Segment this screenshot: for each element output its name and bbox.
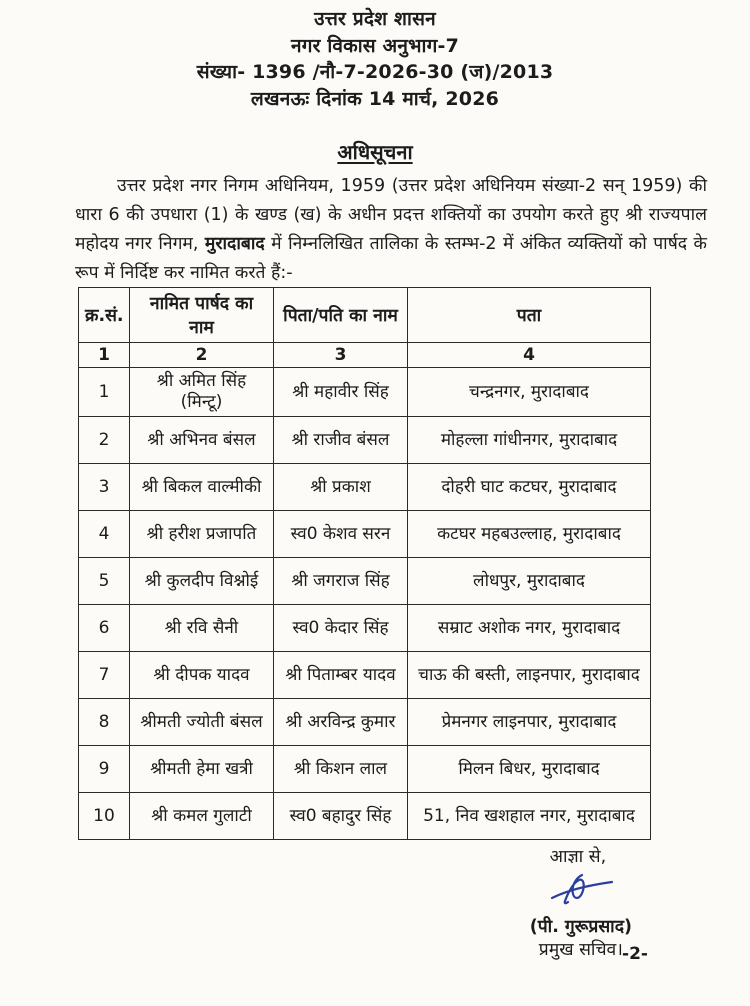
department-section: नगर विकास अनुभाग-7 xyxy=(290,34,460,57)
city-name-bold: मुरादाबाद xyxy=(204,234,265,254)
table-row xyxy=(79,417,651,464)
column-number-2: 2 xyxy=(130,343,274,368)
signatory-designation: प्रमुख सचिव। xyxy=(538,940,623,960)
address-cell: लोधपुर, मुरादाबाद xyxy=(408,558,651,605)
serial-number-cell: 2 xyxy=(79,417,130,464)
address-cell: कटघर महबउल्लाह, मुरादाबाद xyxy=(408,511,651,558)
header-address: पता xyxy=(408,288,651,343)
by-order-text: आज्ञा से, xyxy=(549,847,607,867)
father-husband-name-cell: श्री राजीव बंसल xyxy=(274,417,408,464)
serial-number-cell: 6 xyxy=(79,605,130,652)
father-husband-name-cell: श्री पिताम्बर यादव xyxy=(274,652,408,699)
serial-number-cell: 4 xyxy=(79,511,130,558)
table-row xyxy=(79,652,651,699)
councillor-name-cell: श्री अभिनव बंसल xyxy=(130,417,274,464)
serial-number-cell: 1 xyxy=(79,368,130,417)
father-husband-name-cell: स्व0 केदार सिंह xyxy=(274,605,408,652)
address-cell: मिलन बिधर, मुरादाबाद xyxy=(408,746,651,793)
serial-number-cell: 3 xyxy=(79,464,130,511)
councillor-name-cell: श्रीमती ज्योती बंसल xyxy=(130,699,274,746)
serial-number-cell: 9 xyxy=(79,746,130,793)
councillor-name-cell: श्री कुलदीप विश्नोई xyxy=(130,558,274,605)
table-row xyxy=(79,605,651,652)
father-husband-name-cell: श्री महावीर सिंह xyxy=(274,368,408,417)
government-name: उत्तर प्रदेश शासन xyxy=(314,8,436,30)
address-cell: प्रेमनगर लाइनपार, मुरादाबाद xyxy=(408,699,651,746)
serial-number-cell: 5 xyxy=(79,558,130,605)
column-number-4: 4 xyxy=(408,343,651,368)
table-row xyxy=(79,746,651,793)
address-cell: दोहरी घाट कटघर, मुरादाबाद xyxy=(408,464,651,511)
councillor-name-cell: श्री बिकल वाल्मीकी xyxy=(130,464,274,511)
signature-block xyxy=(530,846,632,962)
address-cell: सम्राट अशोक नगर, मुरादाबाद xyxy=(408,605,651,652)
councillor-name-cell: श्रीमती हेमा खत्री xyxy=(130,746,274,793)
table-row xyxy=(79,511,651,558)
father-husband-name-cell: श्री अरविन्द्र कुमार xyxy=(274,699,408,746)
table-row xyxy=(79,368,651,417)
signatory-name: (पी. गुरूप्रसाद) xyxy=(529,917,632,937)
serial-number-cell: 8 xyxy=(79,699,130,746)
table-header-row xyxy=(79,288,651,343)
address-cell: चाऊ की बस्ती, लाइनपार, मुरादाबाद xyxy=(408,652,651,699)
councillor-name-cell: श्री अमित सिंह (मिन्टू) xyxy=(130,368,274,417)
father-husband-name-cell: स्व0 केशव सरन xyxy=(274,511,408,558)
column-number-3: 3 xyxy=(274,343,408,368)
place-and-date: लखनऊः दिनांक 14 मार्च, 2026 xyxy=(250,87,500,110)
serial-number-cell: 7 xyxy=(79,652,130,699)
reference-number: संख्या- 1396 /नौ-7-2026-30 (ज)/2013 xyxy=(196,61,554,83)
column-number-1: 1 xyxy=(79,343,130,368)
councillor-name-cell: श्री दीपक यादव xyxy=(130,652,274,699)
serial-number-cell: 10 xyxy=(79,793,130,840)
councillor-name-cell: श्री हरीश प्रजापति xyxy=(130,511,274,558)
notification-paragraph xyxy=(75,172,707,288)
table-row xyxy=(79,699,651,746)
signature-icon xyxy=(530,869,632,916)
notification-heading: अधिसूचना xyxy=(337,140,413,164)
table-row xyxy=(79,793,651,840)
address-cell: 51, निव खशहाल नगर, मुरादाबाद xyxy=(408,793,651,840)
councillor-name-cell: श्री रवि सैनी xyxy=(130,605,274,652)
letterhead xyxy=(0,6,750,112)
header-councillor-name: नामित पार्षद का नाम xyxy=(130,288,274,343)
column-number-row xyxy=(79,343,651,368)
nominated-councillors-table xyxy=(78,287,651,840)
father-husband-name-cell: स्व0 बहादुर सिंह xyxy=(274,793,408,840)
page-number: -2- xyxy=(622,944,648,964)
father-husband-name-cell: श्री किशन लाल xyxy=(274,746,408,793)
paragraph-text-before: उत्तर प्रदेश नगर निगम अधिनियम, 1959 (उत्तर प्रदेश अधिनियम संख्या-2 सन् 1959) की धारा 6 की उपधारा (1) के खण्ड (ख) के अधीन प्रदत्त शक्तियों का उपयोग करते हुए श्री राज्यपाल महोदय नगर निगम, xyxy=(75,176,707,254)
header-father-husband-name: पिता/पति का नाम xyxy=(274,288,408,343)
father-husband-name-cell: श्री जगराज सिंह xyxy=(274,558,408,605)
table-row xyxy=(79,464,651,511)
table-row xyxy=(79,558,651,605)
councillor-name-cell: श्री कमल गुलाटी xyxy=(130,793,274,840)
header-serial-number: क्र.सं. xyxy=(79,288,130,343)
table-body xyxy=(79,368,651,840)
paragraph-text-after: में निम्नलिखित तालिका के स्तम्भ-2 में अंकित व्यक्तियों को पार्षद के रूप में निर्दिष्ट कर नामित करते हैं:- xyxy=(75,234,707,283)
address-cell: चन्द्रनगर, मुरादाबाद xyxy=(408,368,651,417)
father-husband-name-cell: श्री प्रकाश xyxy=(274,464,408,511)
councillor-table-wrapper xyxy=(78,287,651,840)
address-cell: मोहल्ला गांधीनगर, मुरादाबाद xyxy=(408,417,651,464)
